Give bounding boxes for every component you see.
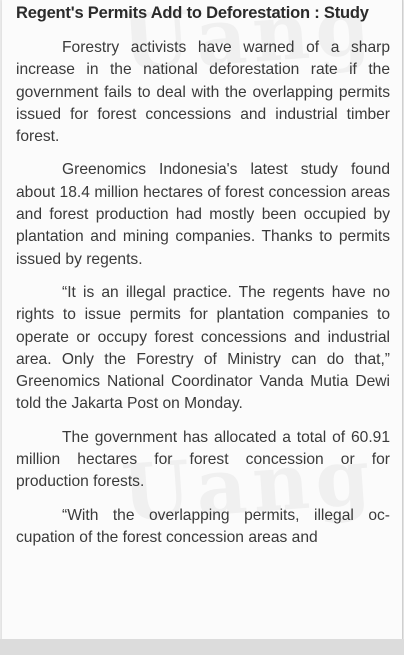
article [16,2,390,549]
article-paragraph: Greenomics Indonesia's latest study found about 18.4 million hectares of forest concession areas and forest production had mostly been occupied by plantation and mining companies. Thanks to permits issued by regents. [16,161,390,268]
article-paragraph: “It is an illegal practice. The regents have no rights to issue permits for plantation companies to operate or occupy forest concessions and industrial area. Only the Forestry of Ministry can do that,” Greenomics National Coordinator Vanda Mutia Dewi told the Jakarta Post on Monday. [16,283,390,413]
article-headline: Regent's Permits Add to Deforestation : Study [16,4,369,22]
article-paragraph: Forestry activists have warned of a sharp increase in the national deforestation rate if the government fails to deal with the overlapping permits issued for forest concessions and industrial timber forest. [16,39,390,146]
newspaper-clipping [2,0,403,639]
article-paragraph: “With the overlapping permits, illegal occupation of the forest concession areas and [16,506,390,546]
bottom-divider [0,639,404,655]
article-paragraph: The government has allocated a total of 60.91 million hectares for forest concession or for production forests. [16,428,390,491]
